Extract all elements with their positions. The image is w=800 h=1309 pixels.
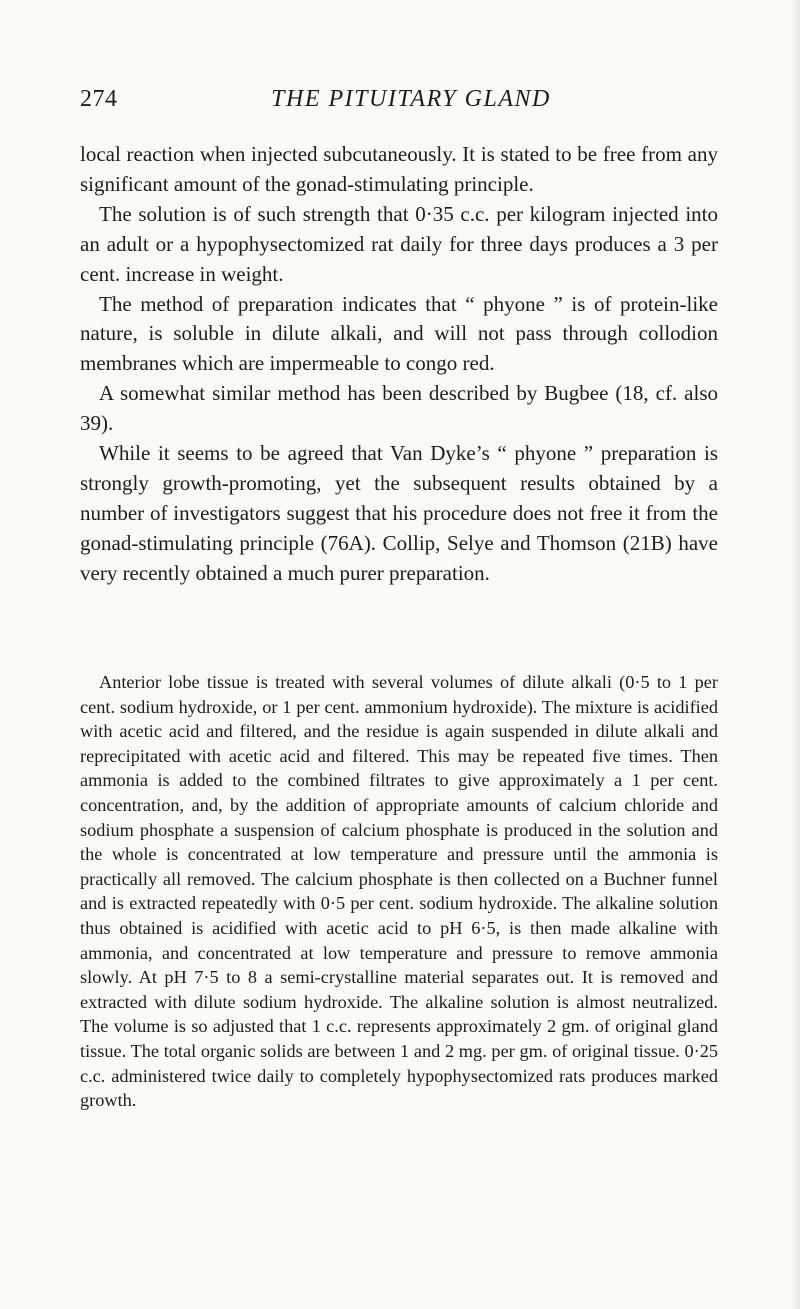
paragraph: The method of preparation indicates that “ phyone ” is of protein-like nature, is soluble in dilute alkali, and will not pass through collodion membranes which are impermeable to congo red.: [80, 291, 718, 376]
method-description: [80, 670, 718, 1113]
method-paragraph: Anterior lobe tissue is treated with several volumes of dilute alkali (0·5 to 1 per cent. sodium hydroxide, or 1 per cent. ammonium hydroxide). The mixture is acidified with acetic acid and filtered, and the residue is again suspended in dilute alkali and reprecipitated with acetic acid and filtered. This may be repeated five times. Then ammonia is added to the combined filtrates to give approximately a 1 per cent. concentration, and, by the addition of appropriate amounts of calcium chloride and sodium phosphate a suspension of calcium phosphate is produced in the solution and the whole is concentrated at low temperature and pressure until the ammonia is practically all removed. The calcium phosphate is then collected on a Buchner funnel and is extracted repeatedly with 0·5 per cent. sodium hydroxide. The alkaline solution thus obtained is acidified with acetic acid to pH 6·5, is then made alkaline with ammonia, and concentrated at low temperature and pressure to remove ammonia slowly. At pH 7·5 to 8 a semi-crystalline material separates out. It is removed and extracted with dilute sodium hydroxide. The alkaline solution is almost neutralized. The volume is so adjusted that 1 c.c. represents approximately 2 gm. of original gland tissue. The total organic solids are between 1 and 2 mg. per gm. of original tissue. 0·25 c.c. administered twice daily to completely hypophysectomized rats produces marked growth.: [80, 672, 718, 1111]
page-header: [80, 86, 718, 126]
paragraph: A somewhat similar method has been described by Bugbee (18, cf. also 39).: [80, 381, 718, 436]
running-head: THE PITUITARY GLAND: [271, 86, 551, 112]
main-text: [80, 140, 718, 589]
page-number: 274: [80, 86, 118, 112]
paragraph-continuation: local reaction when injected subcutaneously. It is stated to be free from any significant amount of the gonad-stimulating principle.: [80, 142, 718, 196]
paragraph: The solution is of such strength that 0·35 c.c. per kilogram injected into an adult or a hypophysectomized rat daily for three days produces a 3 per cent. increase in weight.: [80, 201, 718, 286]
page-edge-shadow: [790, 0, 800, 1309]
paragraph: While it seems to be agreed that Van Dyke’s “ phyone ” preparation is strongly growth-promoting, yet the subsequent results obtained by a number of investigators suggest that his procedure does not free it from the gonad-stimulating principle (76A). Collip, Selye and Thomson (21B) have very recently obtained a much purer preparation.: [80, 441, 718, 585]
